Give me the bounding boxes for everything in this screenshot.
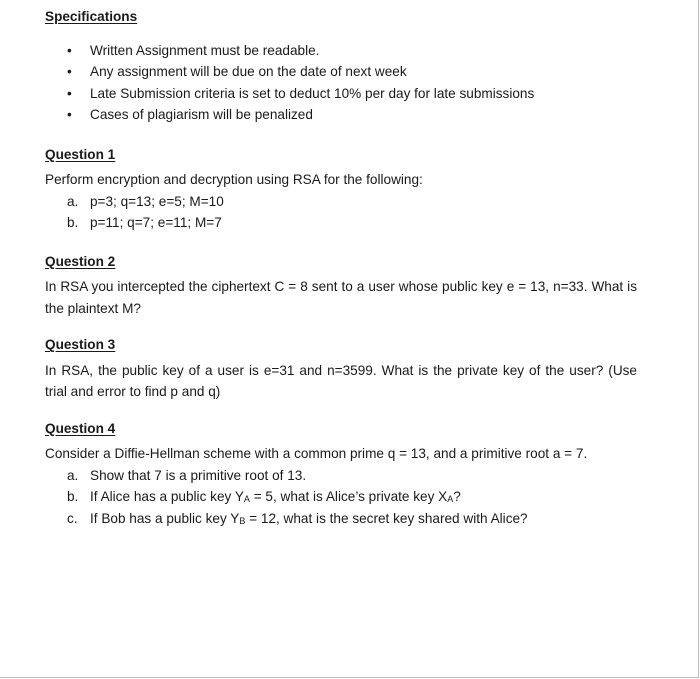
specifications-heading: Specifications	[45, 9, 138, 24]
question-3-heading: Question 3	[45, 337, 116, 352]
subscript: A	[447, 494, 454, 504]
question-4-section	[45, 418, 645, 530]
bullet-icon: •	[67, 64, 72, 79]
specifications-section	[45, 6, 645, 126]
question-2-prompt: In RSA you intercepted the ciphertext C = 8 sent to a user whose public key e = 13, n=33. What is the plaintext M?	[45, 279, 637, 316]
bullet-icon: •	[67, 85, 72, 101]
list-item	[45, 486, 645, 508]
list-item	[45, 508, 645, 530]
part-marker: a.	[67, 193, 79, 209]
list-item	[45, 465, 645, 487]
part-text: Show that 7 is a primitive root of 13.	[90, 467, 307, 483]
list-item-text: Written Assignment must be readable.	[90, 42, 320, 58]
question-4-parts	[45, 465, 645, 530]
question-3-section	[45, 334, 645, 403]
part-text-segment: = 5, what is Alice’s private key X	[249, 489, 448, 504]
part-text: p=11; q=7; e=11; M=7	[90, 215, 222, 230]
part-marker: b.	[67, 489, 79, 504]
part-marker: a.	[67, 467, 79, 483]
bullet-icon: •	[67, 107, 72, 122]
question-2-heading: Question 2	[45, 253, 116, 269]
question-1-parts	[45, 191, 645, 234]
part-text-segment: ?	[453, 489, 461, 504]
question-4-heading: Question 4	[45, 420, 116, 436]
list-item	[45, 104, 645, 126]
list-item	[45, 40, 645, 62]
part-text-segment: If Bob has a public key Y	[90, 510, 240, 526]
list-item	[45, 61, 645, 83]
part-text-segment: = 12, what is the secret key shared with Alice?	[245, 510, 528, 526]
part-marker: c.	[67, 510, 78, 526]
part-text	[90, 489, 461, 504]
list-item-text: Any assignment will be due on the date of next week	[90, 64, 407, 79]
part-text: p=3; q=13; e=5; M=10	[90, 193, 224, 209]
list-item-text: Late Submission criteria is set to deduct 10% per day for late submissions	[90, 85, 535, 101]
question-4-prompt: Consider a Diffie-Hellman scheme with a common prime q = 13, and a primitive root a = 7.	[45, 446, 588, 461]
list-item-text: Cases of plagiarism will be penalized	[90, 107, 313, 122]
question-1-prompt: Perform encryption and decryption using RSA for the following:	[45, 172, 423, 187]
list-item	[45, 83, 645, 105]
subscript: B	[239, 515, 246, 526]
question-1-heading: Question 1	[45, 146, 116, 162]
document-content	[45, 6, 645, 529]
bullet-icon: •	[67, 42, 72, 58]
part-text	[90, 511, 528, 526]
list-item	[45, 191, 645, 213]
question-2-section	[45, 251, 645, 320]
question-3-prompt: In RSA, the public key of a user is e=31 and n=3599. What is the private key of the user? (Use trial and error to find p and q)	[45, 362, 637, 399]
part-text-segment: If Alice has a public key Y	[90, 489, 244, 504]
specifications-list	[45, 40, 645, 126]
subscript: A	[243, 494, 250, 504]
part-marker: b.	[67, 215, 79, 230]
list-item	[45, 212, 645, 234]
question-1-section	[45, 144, 645, 234]
